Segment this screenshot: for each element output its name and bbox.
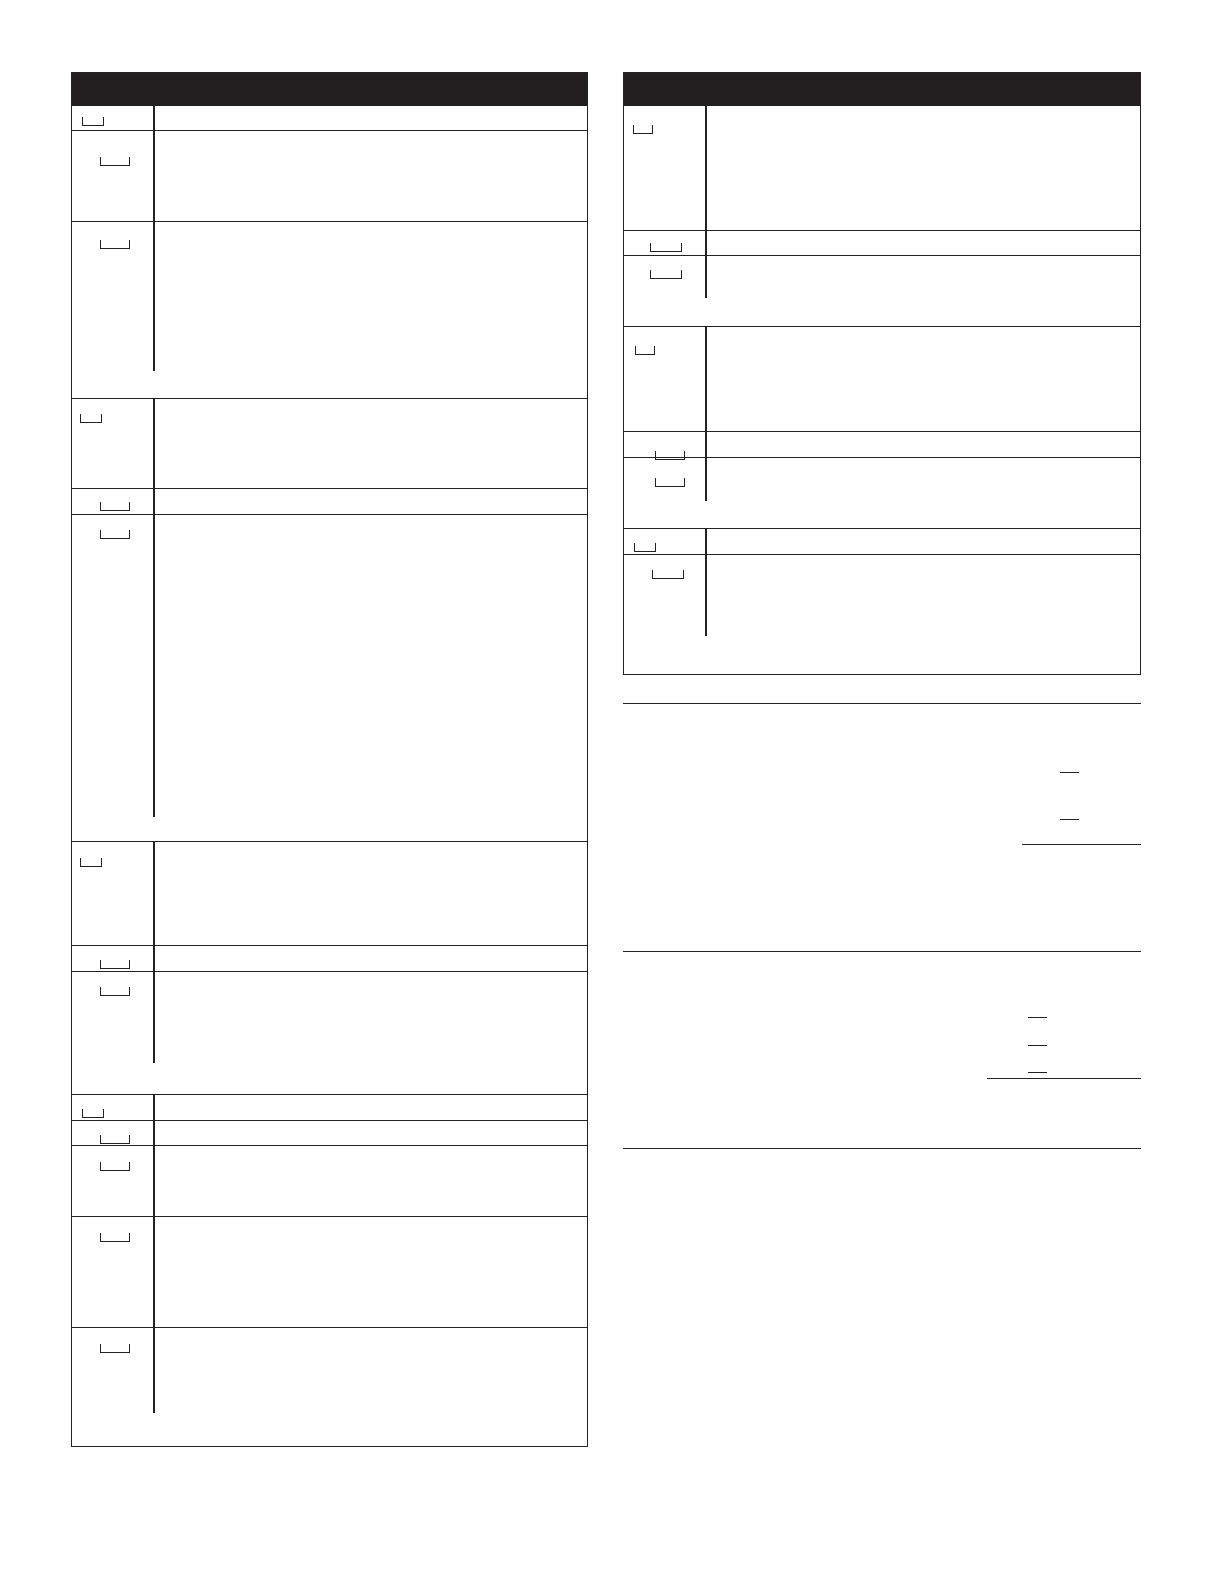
section-divider (623, 326, 1141, 327)
line-number-box (100, 240, 130, 249)
summary-rule (623, 1148, 1141, 1149)
line-number-box (100, 502, 130, 511)
right-form-table (623, 72, 1141, 675)
line-number-box (635, 346, 655, 355)
row-divider (71, 488, 588, 489)
line-number-box (80, 858, 102, 867)
row-divider (71, 945, 588, 946)
column-divider (705, 105, 707, 298)
line-number-box (650, 243, 682, 252)
section-divider (623, 528, 1141, 529)
amount-underline (1028, 1017, 1047, 1018)
line-number-box (82, 1109, 104, 1118)
amount-underline (1028, 1045, 1047, 1046)
row-divider (71, 1327, 588, 1328)
summary-rule (623, 703, 1141, 704)
line-number-box (655, 451, 685, 460)
line-number-box (100, 960, 130, 969)
column-divider (153, 399, 155, 817)
column-divider (705, 327, 707, 501)
amount-underline (1060, 772, 1079, 773)
column-divider (705, 529, 707, 636)
left-form-table (71, 72, 588, 1447)
section-divider (71, 841, 588, 842)
summary-rule (623, 951, 1141, 952)
row-divider (623, 457, 1141, 458)
column-divider (153, 1095, 155, 1413)
row-divider (71, 130, 588, 131)
line-number-box (100, 1135, 130, 1144)
line-number-box (100, 1162, 130, 1171)
row-divider (71, 971, 588, 972)
row-divider (623, 255, 1141, 256)
line-number-box (100, 1233, 130, 1242)
row-divider (71, 514, 588, 515)
row-divider (71, 1216, 588, 1217)
amount-underline (1060, 819, 1079, 820)
line-number-box (100, 157, 130, 166)
line-number-box (652, 570, 684, 579)
row-divider (71, 1145, 588, 1146)
line-number-box (655, 478, 685, 487)
section-divider (71, 398, 588, 399)
right-table-header (624, 73, 1140, 106)
line-number-box (80, 414, 102, 423)
section-divider (71, 1094, 588, 1095)
left-table-header (72, 73, 587, 106)
total-rule (987, 1078, 1141, 1079)
row-divider (71, 1120, 588, 1121)
row-divider (71, 221, 588, 222)
line-number-box (82, 117, 104, 126)
line-number-box (633, 125, 653, 134)
line-number-box (100, 530, 130, 539)
row-divider (623, 230, 1141, 231)
column-divider (153, 842, 155, 1063)
line-number-box (100, 1344, 130, 1353)
amount-underline (1028, 1072, 1047, 1073)
line-number-box (650, 270, 682, 279)
line-number-box (100, 987, 130, 996)
row-divider (623, 554, 1141, 555)
total-rule (1022, 844, 1141, 845)
row-divider (623, 431, 1141, 432)
line-number-box (634, 543, 656, 552)
column-divider (153, 105, 155, 371)
